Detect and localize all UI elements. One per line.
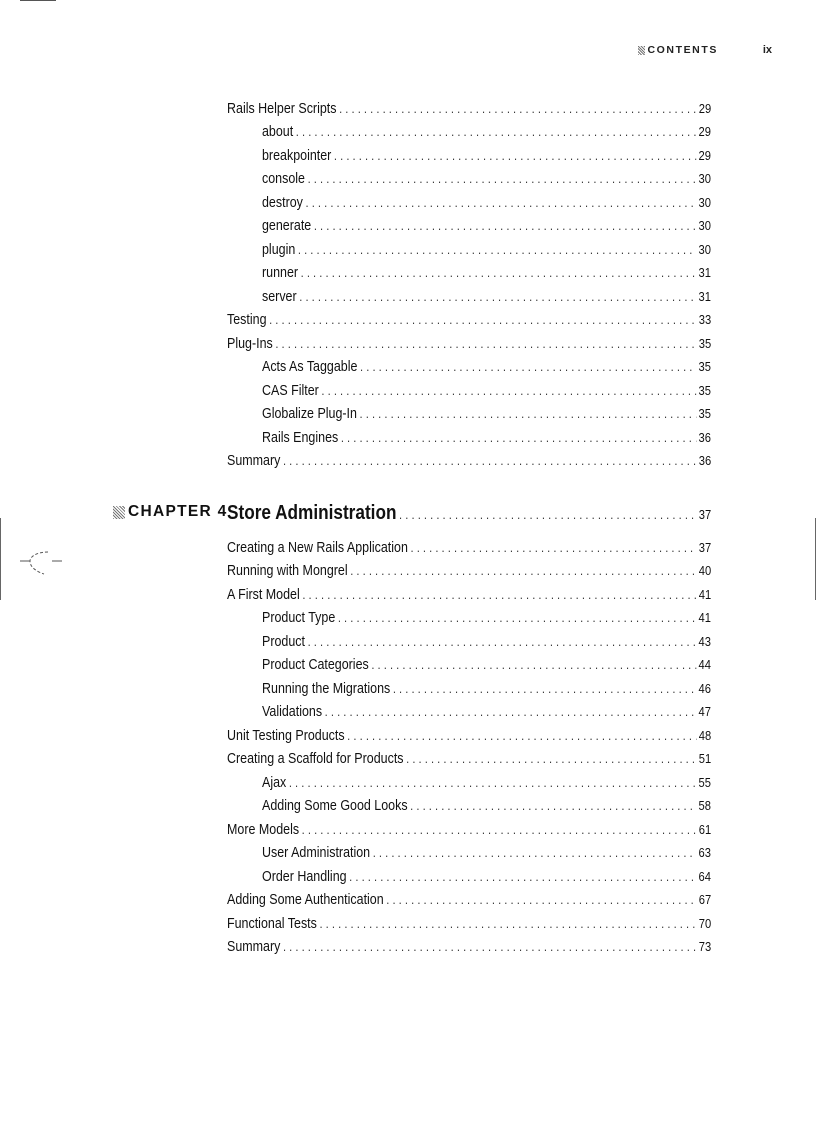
dot-leader: [283, 938, 696, 956]
toc-entry[interactable]: [262, 656, 711, 674]
dot-leader: [275, 335, 696, 353]
toc-entry-label: Summary: [227, 453, 281, 470]
dot-leader: [289, 774, 696, 792]
toc-entry[interactable]: [262, 797, 711, 815]
toc-entry-label: Validations: [262, 704, 323, 721]
toc-entry[interactable]: [227, 915, 711, 933]
dot-leader: [305, 194, 695, 212]
toc-entry-label: Creating a Scaffold for Products: [227, 751, 404, 768]
dot-leader: [373, 844, 696, 862]
toc-entry-page-number: 30: [698, 171, 711, 187]
toc-entry-label: server: [262, 288, 297, 305]
toc-entry-label: Globalize Plug-In: [262, 406, 357, 423]
toc-entry-label: Summary: [227, 938, 281, 955]
dot-leader: [371, 656, 696, 674]
toc-entry-page-number: 30: [698, 194, 711, 210]
toc-entry-label: Rails Helper Scripts: [227, 101, 337, 117]
toc-entry-label: Product Categories: [262, 657, 369, 674]
toc-entry-page-number: 58: [698, 798, 711, 814]
toc-entry[interactable]: [262, 241, 711, 259]
dot-leader: [314, 217, 696, 235]
dot-leader: [269, 311, 696, 329]
toc-entry-label: Order Handling: [262, 868, 347, 885]
dot-leader: [360, 358, 696, 376]
toc-entry-page-number: 35: [698, 359, 711, 375]
toc-entry-page-number: 67: [698, 892, 712, 908]
dot-leader: [308, 633, 696, 651]
toc-entry-page-number: 36: [698, 429, 711, 445]
dot-leader: [302, 586, 696, 604]
chapter-page-number: 37: [698, 507, 712, 522]
toc-entry[interactable]: [227, 311, 711, 329]
toc-entry[interactable]: [227, 539, 711, 557]
toc-entry-page-number: 30: [698, 241, 711, 257]
toc-entry-page-number: 46: [698, 680, 711, 696]
toc-entry[interactable]: [262, 429, 711, 447]
toc-entry-label: Running with Mongrel: [227, 563, 348, 580]
dot-leader: [321, 382, 695, 400]
toc-entry[interactable]: [227, 891, 711, 909]
dot-leader: [341, 429, 696, 447]
toc-entry-page-number: 64: [698, 868, 711, 884]
toc-entry[interactable]: [262, 609, 711, 627]
toc-entry[interactable]: [262, 264, 711, 282]
toc-entry[interactable]: [262, 633, 711, 651]
toc-entry-label: Adding Some Good Looks: [262, 798, 408, 815]
toc-entry-label: destroy: [262, 194, 303, 211]
toc-entry-label: console: [262, 171, 305, 188]
toc-entry-page-number: 40: [698, 563, 712, 579]
toc-entry-label: Acts As Taggable: [262, 359, 358, 376]
toc-entry[interactable]: [262, 170, 711, 188]
dot-leader: [399, 503, 696, 527]
toc-entry-label: plugin: [262, 241, 296, 258]
running-head-page-number: ix: [762, 44, 772, 56]
toc-entry[interactable]: [227, 100, 711, 118]
toc-entry-page-number: 41: [698, 610, 711, 626]
toc-entry-label: Ajax: [262, 774, 287, 791]
toc-entry-label: generate: [262, 218, 312, 235]
toc-entry-page-number: 44: [698, 657, 711, 673]
toc-entry-page-number: 31: [698, 265, 711, 281]
toc-entry-page-number: 43: [698, 633, 711, 649]
toc-entry[interactable]: [262, 123, 711, 141]
toc-entry-page-number: 35: [698, 382, 711, 398]
toc-entry[interactable]: [262, 405, 711, 423]
dot-leader: [325, 703, 696, 721]
toc-entry-label: Adding Some Authentication: [227, 892, 384, 909]
chapter-number-text: CHAPTER 4: [128, 503, 228, 520]
chapter-title: Store Administration: [227, 502, 397, 524]
toc-entry[interactable]: [227, 335, 711, 353]
toc-entry[interactable]: [262, 868, 711, 886]
toc-entry-page-number: 63: [698, 845, 711, 861]
dot-leader: [410, 797, 696, 815]
toc-entry-page-number: 35: [698, 335, 712, 351]
toc-entry-label: Running the Migrations: [262, 680, 391, 697]
toc-entry-label: User Administration: [262, 845, 371, 862]
toc-entry-label: Functional Tests: [227, 915, 317, 932]
toc-entry-page-number: 55: [698, 774, 711, 790]
toc-entry-page-number: 31: [698, 288, 711, 304]
dot-leader: [298, 241, 696, 259]
dot-leader: [360, 405, 696, 423]
toc-entry-label: Testing: [227, 312, 267, 329]
toc-entry-page-number: 51: [698, 751, 712, 767]
toc-entry-label: CAS Filter: [262, 382, 319, 399]
toc-entry-page-number: 61: [698, 821, 712, 837]
toc-entry[interactable]: [262, 194, 711, 212]
toc-entry-page-number: 33: [698, 312, 712, 328]
toc-entry-label: runner: [262, 265, 299, 282]
toc-entry-label: Unit Testing Products: [227, 727, 345, 744]
toc-entry-label: More Models: [227, 821, 300, 838]
toc-entry[interactable]: [227, 452, 711, 470]
dot-leader: [308, 170, 696, 188]
running-head-text: CONTENTS: [647, 44, 718, 56]
toc-entry[interactable]: [227, 562, 711, 580]
toc-entry[interactable]: [262, 844, 711, 862]
toc-entry-label: Product: [262, 633, 305, 650]
toc-entry-page-number: 70: [698, 915, 712, 931]
dot-leader: [393, 680, 696, 698]
toc-entry-page-number: 37: [698, 540, 712, 555]
dot-leader: [406, 750, 696, 768]
toc-entry-page-number: 41: [698, 586, 712, 602]
toc-entry-page-number: 35: [698, 406, 711, 422]
dot-leader: [350, 562, 696, 580]
dot-leader: [299, 288, 696, 306]
toc-entry-label: Rails Engines: [262, 429, 339, 446]
toc-entry-page-number: 29: [698, 101, 712, 116]
toc-entry-label: about: [262, 124, 294, 141]
dot-leader: [410, 539, 696, 557]
dot-leader: [302, 821, 696, 839]
toc-entry[interactable]: [262, 217, 711, 235]
toc-entry[interactable]: [227, 938, 711, 956]
toc-entry-label: Plug-Ins: [227, 335, 273, 352]
toc-entry[interactable]: [262, 774, 711, 792]
toc-entry[interactable]: [262, 382, 711, 400]
toc-entry[interactable]: [262, 288, 711, 306]
dot-leader: [334, 147, 696, 165]
toc-entry[interactable]: [262, 680, 711, 698]
toc-entry[interactable]: [262, 147, 711, 165]
chapter-title-entry[interactable]: [227, 501, 711, 525]
dot-leader: [339, 100, 696, 118]
toc-entry-page-number: 47: [698, 704, 711, 720]
toc-entry-page-number: 29: [698, 147, 711, 163]
toc-entry-page-number: 48: [698, 727, 712, 743]
dot-leader: [283, 452, 696, 470]
dot-leader: [349, 868, 696, 886]
toc-entry[interactable]: [262, 358, 711, 376]
toc-entry-label: Creating a New Rails Application: [227, 540, 408, 556]
dot-leader: [301, 264, 696, 282]
dot-leader: [347, 727, 696, 745]
toc-entry[interactable]: [227, 727, 711, 745]
toc-entry[interactable]: [227, 821, 711, 839]
toc-entry-page-number: 36: [698, 453, 712, 469]
toc-entry-page-number: 30: [698, 218, 711, 234]
toc-entry-label: breakpointer: [262, 147, 332, 164]
toc-entry-label: A First Model: [227, 586, 300, 603]
dot-leader: [296, 123, 696, 141]
toc-entry[interactable]: [227, 586, 711, 604]
toc-entry[interactable]: [227, 750, 711, 768]
dot-leader: [319, 915, 696, 933]
toc-entry-page-number: 73: [698, 938, 712, 954]
toc-entry[interactable]: [262, 703, 711, 721]
toc-entry-label: Product Type: [262, 610, 336, 627]
toc-entry-page-number: 29: [698, 124, 711, 140]
dot-leader: [386, 891, 696, 909]
dot-leader: [338, 609, 696, 627]
